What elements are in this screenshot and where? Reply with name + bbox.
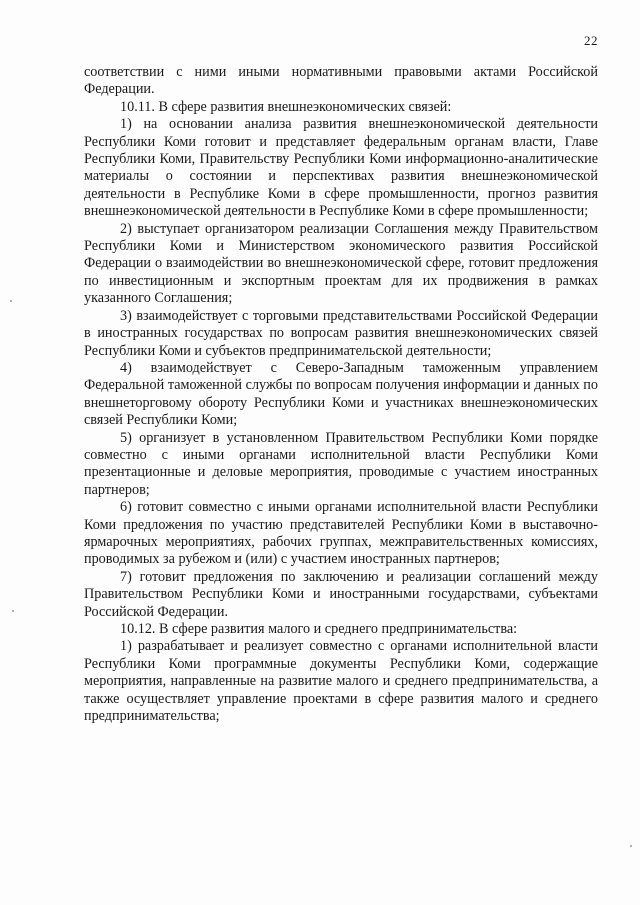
paragraph: 4) взаимодействует с Северо-Западным таможенным управлением Федеральной таможенной службы по вопросам получения информации и данных по внешнеторговому обороту Республики Коми и участниках внешнеэкономических связей Республики Коми; <box>84 359 598 429</box>
section-heading: 10.12. В сфере развития малого и среднего предпринимательства: <box>120 621 518 637</box>
section-heading: 10.11. В сфере развития внешнеэкономических связей: <box>120 98 452 115</box>
paragraph: 1) на основании анализа развития внешнеэкономической деятельности Республики Коми готовит и представляет федеральным органам власти, Главе Республики Коми, Правительству Республики Коми информационно-аналитические материалы о состоянии и перспективах развития внешнеэкономической деятельности в Республике Коми в сфере промышленности, прогноз развития внешнеэкономической деятельности в Республике Коми в сфере промышленности; <box>84 116 598 220</box>
paragraph: соответствии с ними иными нормативными правовыми актами Российской Федерации. <box>84 64 598 98</box>
paragraph: 5) организует в установленном Правительством Республики Коми порядке совместно с иными органами исполнительной власти Республики Коми презентационные и деловые мероприятия, проводимые с участием иностранных партнеров; <box>84 429 598 498</box>
document-body <box>84 64 598 725</box>
paragraph: 1) разрабатывает и реализует совместно с органами исполнительной власти Республики Коми программные документы Республики Коми, содержащие мероприятия, направленные на развитие малого и среднего предпринимательства, а также осуществляет управление проектами в сфере развития малого и среднего предпринимательства; <box>84 638 598 725</box>
paragraph: 2) выступает организатором реализации Соглашения между Правительством Республики Коми и Министерством экономического развития Российской Федерации о взаимодействии во внешнеэкономической сфере, готовит предложения по инвестиционным и экспортным проектам для их продвижения в рамках указанного Соглашения; <box>84 220 598 307</box>
paragraph: 6) готовит совместно с иными органами исполнительной власти Республики Коми предложения по участию представителей Республики Коми в выставочно-ярмарочных мероприятиях, рабочих группах, межправительственных комиссиях, проводимых за рубежом и (или) с участием иностранных партнеров; <box>84 499 598 568</box>
paragraph: 7) готовит предложения по заключению и реализации соглашений между Правительством Республики Коми и иностранными государствами, субъектами Российской Федерации. <box>84 568 598 620</box>
paragraph: 3) взаимодействует с торговыми представительствами Российской Федерации в иностранных государствах по вопросам развития внешнеэкономических связей Республики Коми и субъектов предпринимательской деятельности; <box>84 307 598 359</box>
page-number: 22 <box>584 33 598 48</box>
